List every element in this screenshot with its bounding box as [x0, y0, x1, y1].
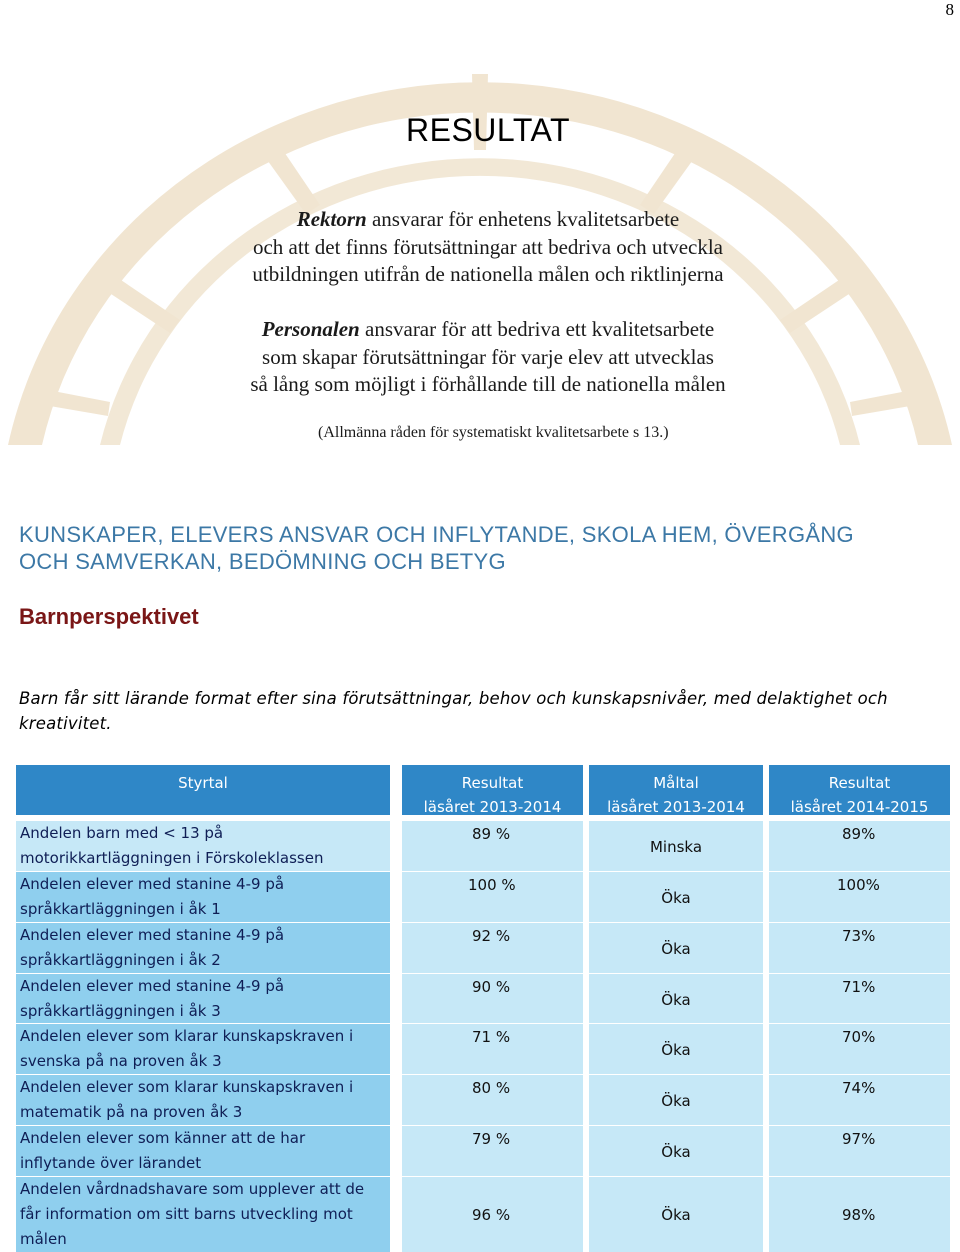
- row-label: [16, 974, 390, 1023]
- header-styrtal: [16, 765, 390, 815]
- header-result-2013: [402, 765, 583, 815]
- header-label: Resultat: [461, 774, 524, 792]
- intro-paragraph-rektorn: [0, 206, 960, 289]
- intro-line: som skapar förutsättningar för varje elev att utvecklas: [262, 344, 714, 369]
- row-label: [16, 923, 390, 973]
- goal-statement-line: kreativitet.: [19, 714, 112, 733]
- row-cell: [769, 821, 950, 871]
- result-value: 97%: [842, 1130, 876, 1148]
- result-value: 100 %: [468, 876, 516, 894]
- section-heading: [19, 521, 949, 575]
- header-label: läsåret 2013-2014: [423, 798, 562, 816]
- target-value: Öka: [661, 991, 691, 1009]
- row-label-line: språkkartläggningen i åk 3: [20, 1002, 221, 1020]
- row-cell: [589, 1024, 763, 1074]
- row-cell: [769, 923, 950, 973]
- target-value: Minska: [649, 838, 703, 856]
- intro-line: så lång som möjligt i förhållande till de nationella målen: [250, 372, 726, 396]
- result-value: 98%: [842, 1206, 876, 1224]
- result-value: 89 %: [472, 825, 511, 843]
- row-label-line: Andelen elever med stanine 4-9 på: [20, 977, 285, 995]
- section-heading-line: KUNSKAPER, ELEVERS ANSVAR OCH INFLYTANDE, SKOLA HEM, ÖVERGÅNG: [19, 522, 854, 547]
- row-cell: [769, 872, 950, 922]
- row-cell: [769, 1126, 950, 1176]
- header-label: läsåret 2014-2015: [790, 798, 929, 816]
- row-label-line: Andelen elever som klarar kunskapskraven i: [20, 1027, 354, 1045]
- row-label-line: Andelen vårdnadshavare som upplever att de: [20, 1180, 365, 1198]
- header-result-2014: [769, 765, 950, 815]
- target-value: Öka: [661, 1143, 691, 1161]
- row-label: [16, 1075, 390, 1125]
- row-cell: [769, 1177, 950, 1252]
- row-label-line: Andelen barn med < 13 på: [20, 824, 224, 842]
- result-value: 89%: [842, 825, 876, 843]
- intro-paragraph-personalen: [0, 316, 960, 399]
- row-label-line: svenska på na proven åk 3: [20, 1052, 222, 1070]
- row-cell: [589, 1075, 763, 1125]
- row-label: [16, 1126, 390, 1176]
- row-label: [16, 1177, 390, 1252]
- result-value: 71 %: [472, 1028, 511, 1046]
- row-cell: [402, 872, 583, 922]
- intro-line: och att det finns förutsättningar att bedriva och utveckla: [252, 234, 723, 259]
- row-label-line: språkkartläggningen i åk 1: [20, 900, 221, 918]
- row-label-line: Andelen elever som klarar kunskapskraven i: [20, 1078, 354, 1096]
- page-number: 8: [945, 0, 954, 19]
- row-cell: [589, 1177, 763, 1252]
- row-cell: [402, 974, 583, 1023]
- result-value: 100%: [837, 876, 880, 894]
- result-value: 70%: [842, 1028, 876, 1046]
- result-value: 96 %: [472, 1206, 511, 1224]
- row-cell: [402, 1126, 583, 1176]
- result-value: 80 %: [472, 1079, 511, 1097]
- row-cell: [769, 1075, 950, 1125]
- target-value: Öka: [661, 1092, 691, 1110]
- header-label: Måltal: [653, 774, 699, 792]
- header-target-2013: [589, 765, 763, 815]
- row-cell: [402, 1075, 583, 1125]
- result-value: 73%: [842, 927, 876, 945]
- goal-statement-line: Barn får sitt lärande format efter sina förutsättningar, behov och kunskapsnivåer, med delaktighet och: [19, 689, 888, 708]
- header-label: Styrtal: [178, 774, 228, 792]
- subheading-barnperspektivet: Barnperspektivet: [19, 604, 199, 629]
- row-label: [16, 821, 390, 871]
- row-cell: [769, 1024, 950, 1074]
- row-cell: [589, 872, 763, 922]
- page-title: RESULTAT: [405, 112, 570, 148]
- intro-line: utbildningen utifrån de nationella målen och riktlinjerna: [252, 262, 724, 286]
- header-label: Resultat: [828, 774, 891, 792]
- row-cell: [402, 1024, 583, 1074]
- row-cell: [769, 974, 950, 1023]
- result-value: 79 %: [472, 1130, 511, 1148]
- intro-line: ansvarar för att bedriva ett kvalitetsarbete: [359, 317, 715, 341]
- target-value: Öka: [661, 889, 691, 907]
- row-label-line: motorikkartläggningen i Förskoleklassen: [20, 849, 324, 867]
- result-value: 71%: [842, 978, 876, 996]
- row-label-line: Andelen elever som känner att de har: [20, 1129, 306, 1147]
- row-cell: [402, 1177, 583, 1252]
- result-value: 90 %: [472, 978, 511, 996]
- row-cell: [402, 821, 583, 871]
- result-value: 74%: [842, 1079, 876, 1097]
- row-label-line: matematik på na proven åk 3: [20, 1103, 243, 1121]
- target-value: Öka: [661, 1206, 691, 1224]
- row-label-line: Andelen elever med stanine 4-9 på: [20, 926, 285, 944]
- row-label-line: inflytande över lärandet: [20, 1154, 202, 1172]
- target-value: Öka: [661, 940, 691, 958]
- intro-line: ansvarar för enhetens kvalitetsarbete: [366, 207, 680, 231]
- row-label: [16, 872, 390, 922]
- row-label-line: Andelen elever med stanine 4-9 på: [20, 875, 285, 893]
- row-label-line: får information om sitt barns utveckling mot: [20, 1205, 353, 1223]
- intro-lead-rektorn: Rektorn: [296, 207, 367, 231]
- result-value: 92 %: [472, 927, 511, 945]
- header-label: läsåret 2013-2014: [607, 798, 745, 816]
- row-cell: [402, 923, 583, 973]
- intro-lead-personalen: Personalen: [261, 317, 360, 341]
- row-cell: [589, 974, 763, 1023]
- row-cell: [589, 923, 763, 973]
- row-label: [16, 1024, 390, 1074]
- section-heading-line: OCH SAMVERKAN, BEDÖMNING OCH BETYG: [19, 549, 506, 574]
- row-cell: [589, 821, 763, 871]
- source-quote: (Allmänna råden för systematiskt kvalitetsarbete s 13.): [318, 424, 669, 441]
- row-cell: [589, 1126, 763, 1176]
- row-label-line: språkkartläggningen i åk 2: [20, 951, 221, 969]
- target-value: Öka: [661, 1041, 691, 1059]
- row-label-line: målen: [20, 1230, 67, 1248]
- goal-statement: [19, 686, 949, 736]
